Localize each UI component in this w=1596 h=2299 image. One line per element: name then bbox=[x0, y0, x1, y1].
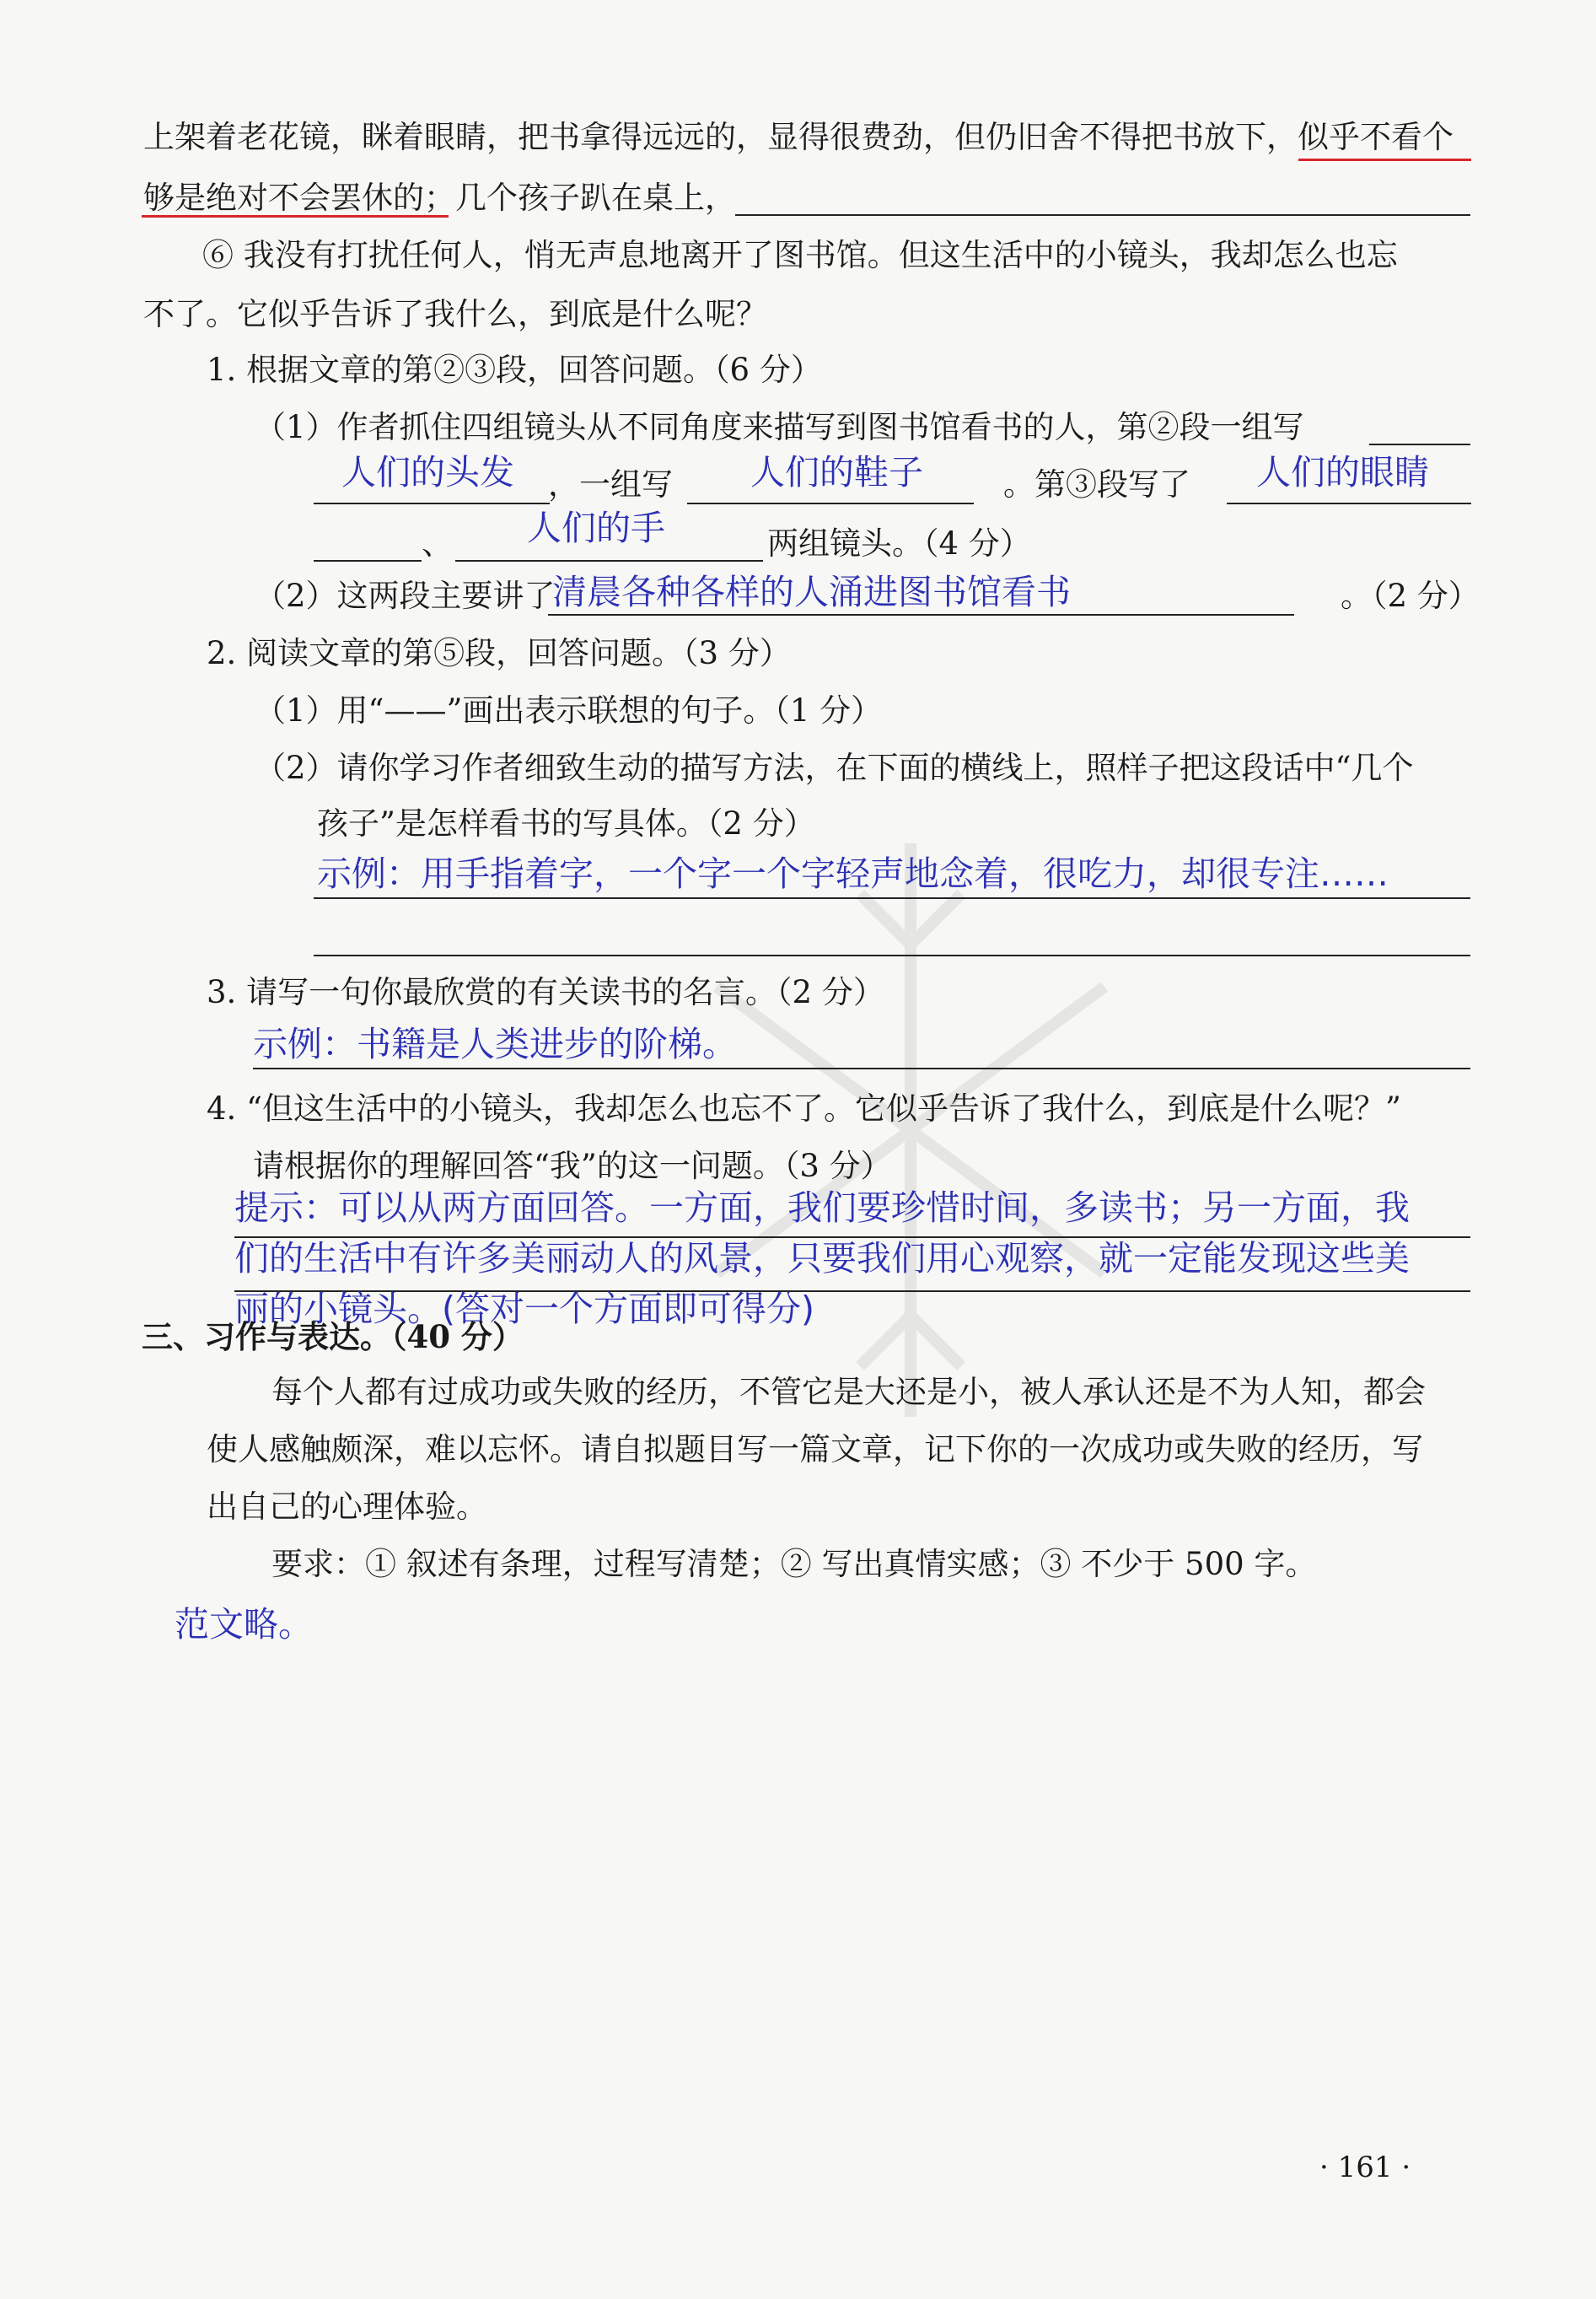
answer-q2: 示例：用手指着字，一个字一个字轻声地念着，很吃力，却很专注…… bbox=[317, 853, 1389, 894]
passage-line-1 bbox=[143, 116, 1454, 159]
answer-blank-hands bbox=[455, 560, 763, 562]
answer-eyes: 人们的眼睛 bbox=[1256, 452, 1429, 493]
section-3-heading: 三、习作与表达。（40 分） bbox=[142, 1318, 524, 1355]
section-3-requirements: 要求：① 叙述有条理，过程写清楚；② 写出真情实感；③ 不少于 500 字。 bbox=[271, 1546, 1317, 1582]
red-underline-2 bbox=[142, 215, 449, 218]
question-1-2-text: （2）这两段主要讲了 bbox=[255, 578, 556, 614]
answer-hands: 人们的手 bbox=[527, 508, 665, 548]
answer-blank-q2-2 bbox=[314, 955, 1470, 956]
question-4-line-2: 请根据你的理解回答“我”的这一问题。（3 分） bbox=[253, 1148, 892, 1184]
paragraph-6-line-2: 不了。它似乎告诉了我什么，到底是什么呢？ bbox=[143, 296, 767, 332]
question-2-2-line-1: （2）请你学习作者细致生动的描写方法，在下面的横线上，照样子把这段话中“几个 bbox=[255, 750, 1414, 786]
paragraph-6-line-1: ⑥ 我没有打扰任何人，悄无声息地离开了图书馆。但这生活中的小镜头，我却怎么也忘 bbox=[202, 237, 1398, 273]
text-dun: 、 bbox=[422, 525, 453, 562]
answer-section-3: 范文略。 bbox=[175, 1604, 313, 1645]
answer-q4-line-3: 丽的小镜头。(答对一个方面即可得分) bbox=[234, 1289, 814, 1329]
question-1-2-points: 。（2 分） bbox=[1341, 578, 1480, 614]
section-3-para-line-3: 出自己的心理体验。 bbox=[207, 1489, 487, 1525]
text-group: ，一组写 bbox=[548, 466, 673, 503]
marked-sentence-part2: 够是绝对不会罢休的 bbox=[143, 180, 424, 216]
answer-blank-shoes bbox=[687, 503, 974, 504]
question-2-2-line-2: 孩子”是怎样看书的写具体。（2 分） bbox=[317, 805, 815, 842]
answer-blank-hair bbox=[314, 503, 550, 504]
marked-sentence-part1: 似乎不看个 bbox=[1298, 119, 1454, 155]
passage-line-2 bbox=[143, 177, 736, 219]
answer-main-idea: 清晨各种各样的人涌进图书馆看书 bbox=[552, 572, 1071, 612]
text-para3: 。第③段写了 bbox=[1003, 466, 1190, 503]
answer-blank bbox=[1369, 444, 1470, 445]
passage-text: 上架着老花镜，眯着眼睛，把书拿得远远的，显得很费劲，但仍旧舍不得把书放下， bbox=[143, 119, 1298, 155]
answer-blank-q2-1 bbox=[314, 897, 1470, 899]
answer-hair: 人们的头发 bbox=[341, 452, 514, 493]
section-3-para-line-2: 使人感触颇深，难以忘怀。请自拟题目写一篇文章，记下你的一次成功或失败的经历，写 bbox=[207, 1431, 1423, 1467]
question-2-title: 2. 阅读文章的第⑤段，回答问题。（3 分） bbox=[207, 635, 791, 671]
answer-q3: 示例：书籍是人类进步的阶梯。 bbox=[253, 1024, 737, 1064]
answer-blank-main-idea bbox=[548, 614, 1294, 616]
page-number: · 161 · bbox=[1319, 2151, 1411, 2184]
answer-q4-line-1: 提示：可以从两方面回答。一方面，我们要珍惜时间，多读书；另一方面，我 bbox=[234, 1187, 1410, 1228]
passage-text: ；几个孩子趴在桌上， bbox=[424, 180, 736, 216]
answer-shoes: 人们的鞋子 bbox=[750, 452, 923, 493]
section-3-para-line-1: 每个人都有过成功或失败的经历，不管它是大还是小，被人承认还是不为人知，都会 bbox=[271, 1374, 1426, 1410]
question-3-title: 3. 请写一句你最欣赏的有关读书的名言。（2 分） bbox=[207, 974, 884, 1010]
answer-blank-children bbox=[735, 214, 1470, 216]
red-underline-1 bbox=[1298, 159, 1471, 161]
snowflake-watermark-icon bbox=[691, 826, 1130, 1434]
answer-blank-eyes bbox=[1227, 503, 1471, 504]
question-1-title: 1. 根据文章的第②③段，回答问题。（6 分） bbox=[207, 352, 822, 388]
question-2-1: （1）用“——”画出表示联想的句子。（1 分） bbox=[255, 692, 883, 729]
answer-q4-line-2: 们的生活中有许多美丽动人的风景，只要我们用心观察，就一定能发现这些美 bbox=[234, 1238, 1410, 1279]
text-two-groups: 两组镜头。（4 分） bbox=[767, 525, 1031, 562]
question-4-line-1: 4. “但这生活中的小镜头，我却怎么也忘不了。它似乎告诉了我什么，到底是什么呢？” bbox=[207, 1090, 1401, 1127]
answer-blank-eyes-cont bbox=[314, 560, 422, 562]
question-1-1-text: （1）作者抓住四组镜头从不同角度来描写到图书馆看书的人，第②段一组写 bbox=[255, 409, 1304, 445]
answer-blank-q3 bbox=[253, 1068, 1470, 1069]
